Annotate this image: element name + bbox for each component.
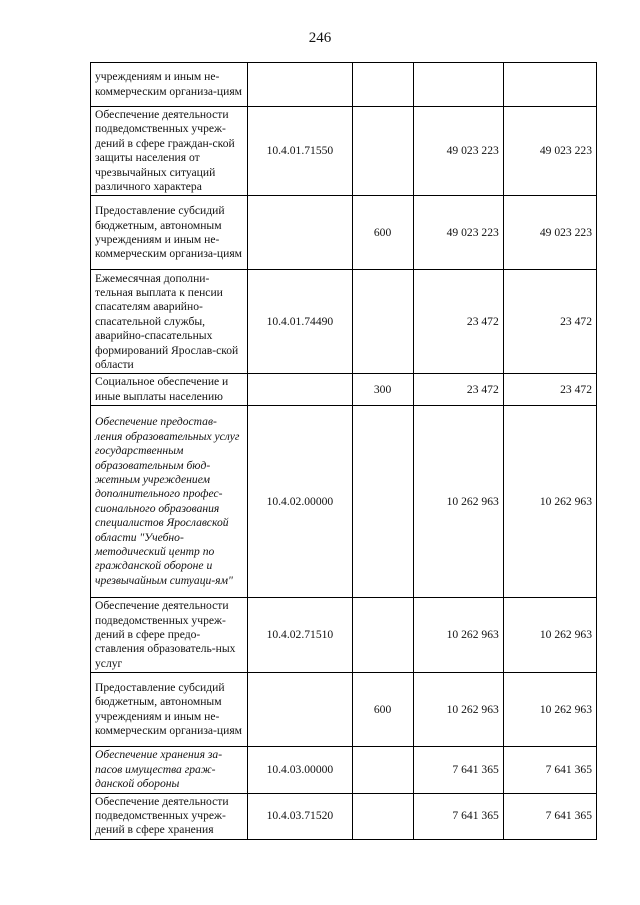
row-sum-1: 10 262 963	[413, 406, 503, 598]
row-name: Обеспечение хранения за-пасов имущества граж-данской обороны	[91, 747, 248, 793]
table-row	[91, 598, 597, 673]
row-code	[248, 374, 352, 406]
row-sum-2: 10 262 963	[503, 673, 596, 747]
row-code	[248, 673, 352, 747]
table-row	[91, 406, 597, 598]
row-code: 10.4.01.74490	[248, 270, 352, 374]
row-name: Обеспечение деятельности подведомственных учреж-дений в сфере хранения	[91, 793, 248, 839]
row-sum-2: 10 262 963	[503, 406, 596, 598]
budget-table	[90, 62, 597, 840]
row-sum-2: 10 262 963	[503, 598, 596, 673]
table-row	[91, 374, 597, 406]
row-code: 10.4.03.00000	[248, 747, 352, 793]
table-row	[91, 793, 597, 839]
row-sum-1: 7 641 365	[413, 793, 503, 839]
row-code: 10.4.01.71550	[248, 107, 352, 196]
row-name: Социальное обеспечение и иные выплаты населению	[91, 374, 248, 406]
row-sum-1: 49 023 223	[413, 196, 503, 270]
row-expense-type: 600	[352, 196, 413, 270]
row-code: 10.4.03.71520	[248, 793, 352, 839]
row-name: Ежемесячная дополни-тельная выплата к пенсии спасателям аварийно-спасательной службы, аварийно-спасательных формирований Ярослав-ской области	[91, 270, 248, 374]
table-row	[91, 747, 597, 793]
page-number: 246	[308, 30, 332, 46]
row-expense-type	[352, 793, 413, 839]
table-row	[91, 673, 597, 747]
row-name: учреждениям и иным не-коммерческим организа-циям	[91, 63, 248, 107]
row-sum-2	[503, 63, 596, 107]
row-code	[248, 63, 352, 107]
row-expense-type	[352, 598, 413, 673]
row-sum-1: 10 262 963	[413, 673, 503, 747]
row-expense-type: 600	[352, 673, 413, 747]
row-expense-type	[352, 63, 413, 107]
row-code: 10.4.02.71510	[248, 598, 352, 673]
row-sum-2: 49 023 223	[503, 196, 596, 270]
table-row	[91, 270, 597, 374]
table-row	[91, 63, 597, 107]
row-name: Обеспечение деятельности подведомственных учреж-дений в сфере предо-ставления образователь-ных услуг	[91, 598, 248, 673]
row-name: Обеспечение предостав-ления образовательных услуг государственным образовательным бюд-жетным учреждением дополнительного профес-сионального образования специалистов Ярославской области "Учебно-методический центр по гражданской обороне и чрезвычайным ситуаци-ям"	[91, 406, 248, 598]
row-sum-1	[413, 63, 503, 107]
table-row	[91, 196, 597, 270]
row-expense-type	[352, 747, 413, 793]
row-code	[248, 196, 352, 270]
row-code: 10.4.02.00000	[248, 406, 352, 598]
row-sum-1: 23 472	[413, 270, 503, 374]
row-name: Предоставление субсидий бюджетным, автономным учреждениям и иным не-коммерческим организа-циям	[91, 196, 248, 270]
row-sum-1: 10 262 963	[413, 598, 503, 673]
row-sum-1: 7 641 365	[413, 747, 503, 793]
row-sum-1: 49 023 223	[413, 107, 503, 196]
row-sum-2: 23 472	[503, 374, 596, 406]
row-expense-type	[352, 406, 413, 598]
row-expense-type	[352, 107, 413, 196]
row-sum-2: 49 023 223	[503, 107, 596, 196]
row-expense-type	[352, 270, 413, 374]
row-sum-2: 23 472	[503, 270, 596, 374]
row-name: Предоставление субсидий бюджетным, автономным учреждениям и иным не-коммерческим организа-циям	[91, 673, 248, 747]
table-row	[91, 107, 597, 196]
row-expense-type: 300	[352, 374, 413, 406]
row-sum-2: 7 641 365	[503, 747, 596, 793]
row-sum-1: 23 472	[413, 374, 503, 406]
row-name: Обеспечение деятельности подведомственных учреж-дений в сфере граждан-ской защиты населения от чрезвычайных ситуаций различного характера	[91, 107, 248, 196]
row-sum-2: 7 641 365	[503, 793, 596, 839]
